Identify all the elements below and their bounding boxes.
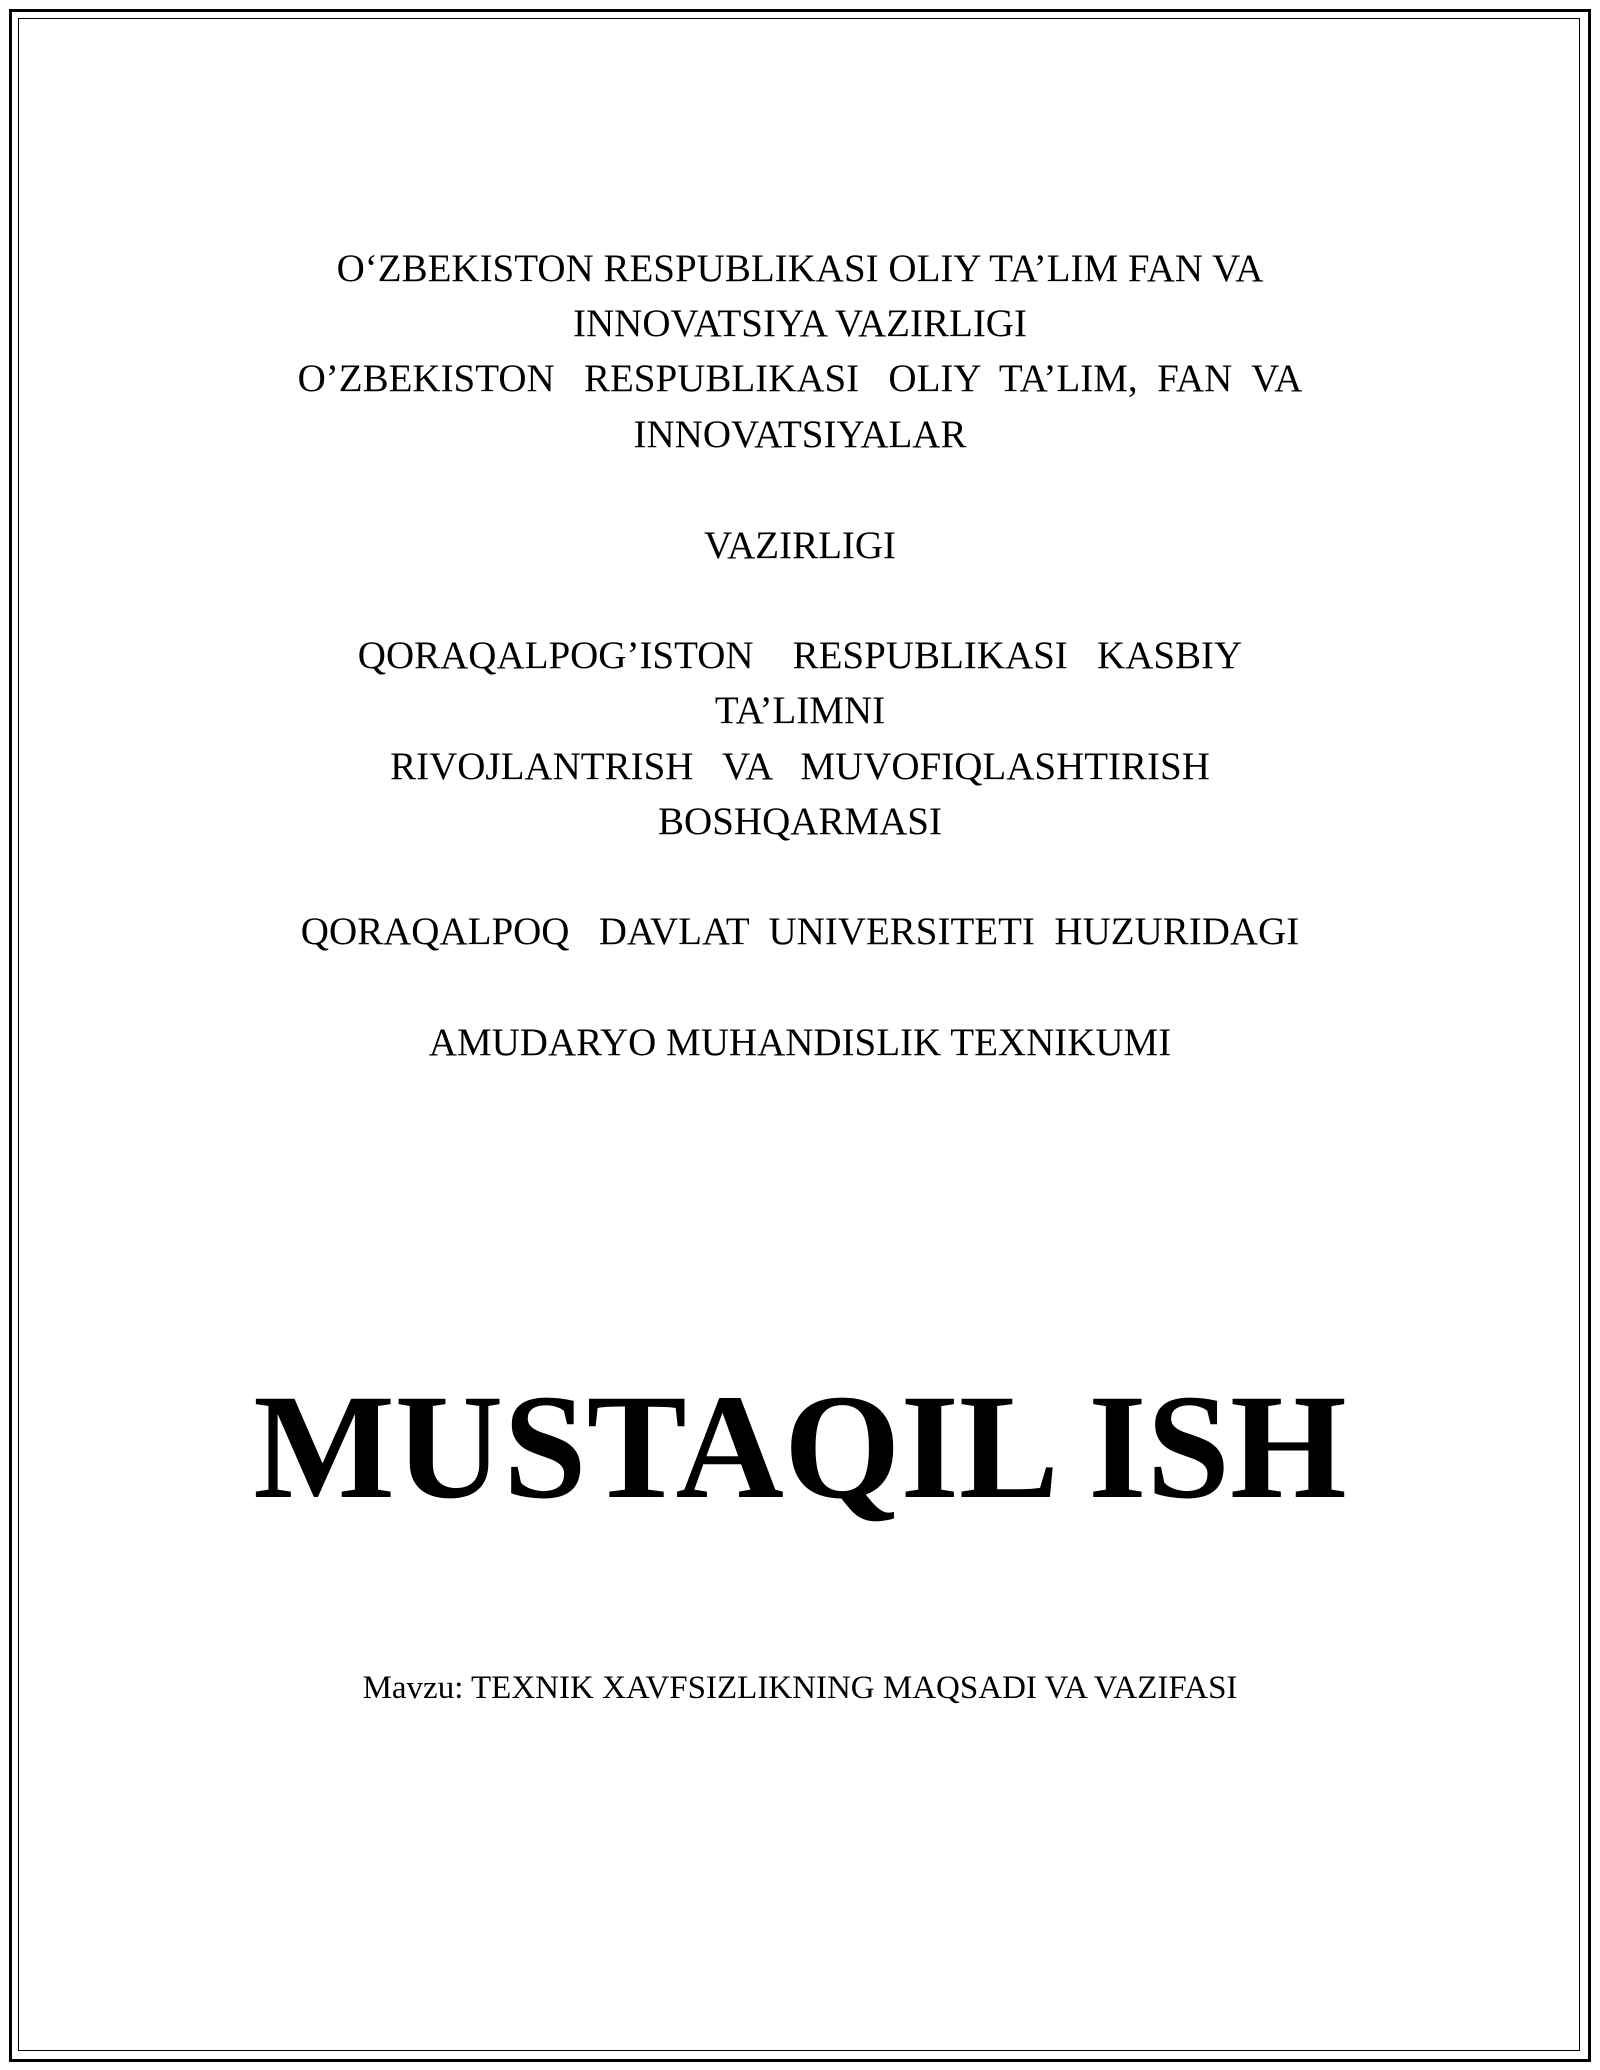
department-line-2: TA’LIMNI (714, 689, 886, 732)
department-line-1: QORAQALPOG’ISTON RESPUBLIKASI KASBIY (357, 634, 1243, 677)
ministry-line-1: O‘ZBEKISTON RESPUBLIKASI OLIY TA’LIM FAN VA (336, 247, 1264, 290)
department-line-3: RIVOJLANTRISH VA MUVOFIQLASHTIRISH (390, 745, 1210, 788)
department-line-4: BOSHQARMASI (658, 800, 942, 843)
university-line: QORAQALPOQ DAVLAT UNIVERSITETI HUZURIDAGI (300, 910, 1300, 953)
ministry-line-4: INNOVATSIYALAR (633, 413, 967, 456)
topic-line: Mavzu: TEXNIK XAVFSIZLIKNING MAQSADI VA VAZIFASI (362, 1670, 1238, 1706)
ministry-line-3: O’ZBEKISTON RESPUBLIKASI OLIY TA’LIM, FAN VA (297, 357, 1303, 400)
ministry-line-5: VAZIRLIGI (703, 524, 897, 567)
ministry-line-2: INNOVATSIYA VAZIRLIGI (573, 302, 1027, 345)
document-title: MUSTAQIL ISH (253, 1364, 1347, 1530)
technikum-line: AMUDARYO MUHANDISLIK TEXNIKUMI (428, 1021, 1172, 1064)
